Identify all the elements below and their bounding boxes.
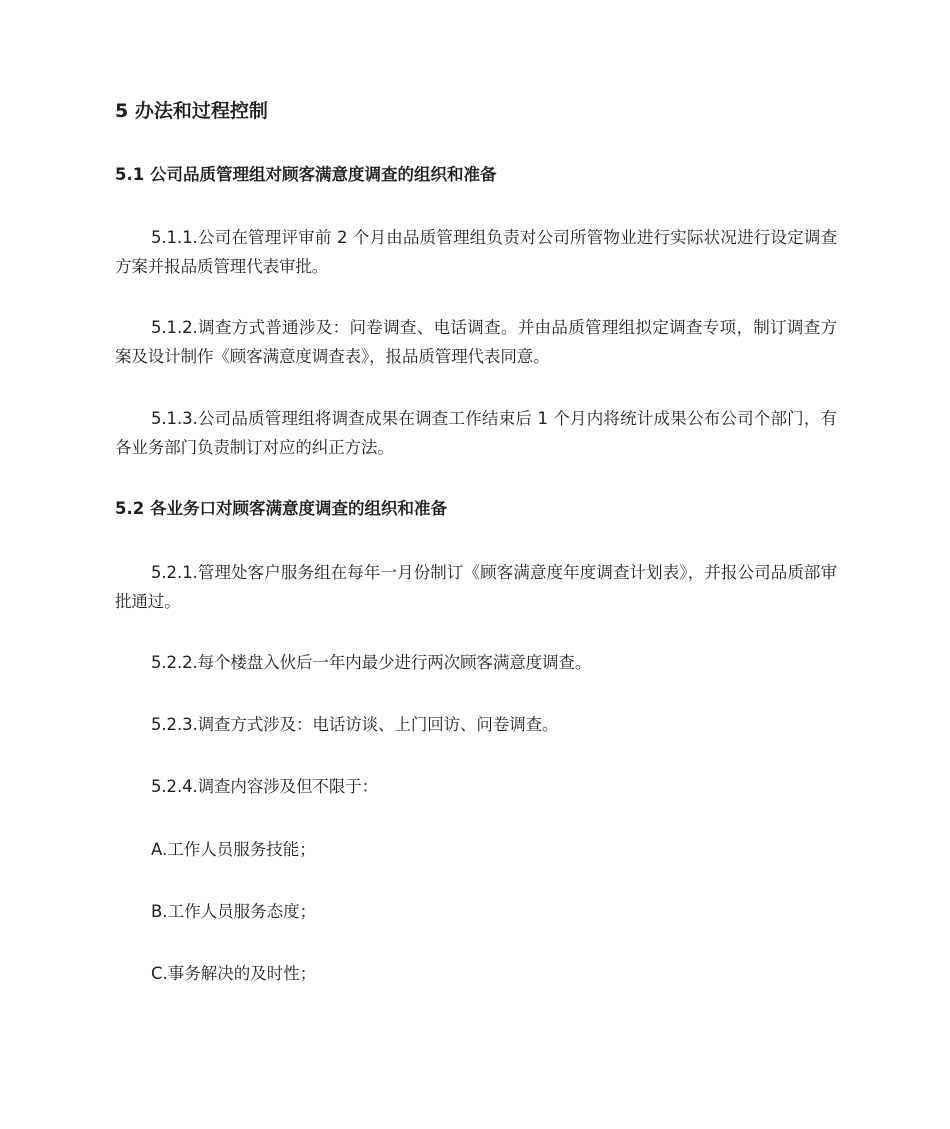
list-item: C.事务解决的及时性； — [151, 964, 317, 983]
paragraph-5-1-1: 5.1.1.公司在管理评审前 2 个月由品质管理组负责对公司所管物业进行实际状况进行设定调查方案并报品质管理代表审批。 — [115, 228, 837, 276]
heading-section-5-2: 5.2 各业务口对顾客满意度调查的组织和准备 — [115, 499, 447, 518]
list-item: B.工作人员服务态度； — [151, 902, 317, 921]
paragraph-5-2-1: 5.2.1.管理处客户服务组在每年一月份制订《顾客满意度年度调查计划表》，并报公司品质部审批通过。 — [115, 563, 837, 611]
paragraph-5-1-2: 5.1.2.调查方式普通涉及：问卷调查、电话调查。并由品质管理组拟定调查专项，制订调查方案及设计制作《顾客满意度调查表》，报品质管理代表同意。 — [115, 318, 837, 366]
paragraph-5-2-2: 5.2.2.每个楼盘入伙后一年内最少进行两次顾客满意度调查。 — [151, 653, 592, 672]
heading-section-5: 5 办法和过程控制 — [115, 100, 268, 122]
paragraph-5-2-4: 5.2.4.调查内容涉及但不限于： — [151, 777, 379, 796]
heading-section-5-1: 5.1 公司品质管理组对顾客满意度调查的组织和准备 — [115, 165, 497, 184]
paragraph-5-1-3: 5.1.3.公司品质管理组将调查成果在调查工作结束后 1 个月内将统计成果公布公司个部门，有各业务部门负责制订对应的纠正方法。 — [115, 409, 837, 457]
list-item: A.工作人员服务技能； — [151, 840, 316, 859]
paragraph-5-2-3: 5.2.3.调查方式涉及：电话访谈、上门回访、问卷调查。 — [151, 715, 559, 734]
